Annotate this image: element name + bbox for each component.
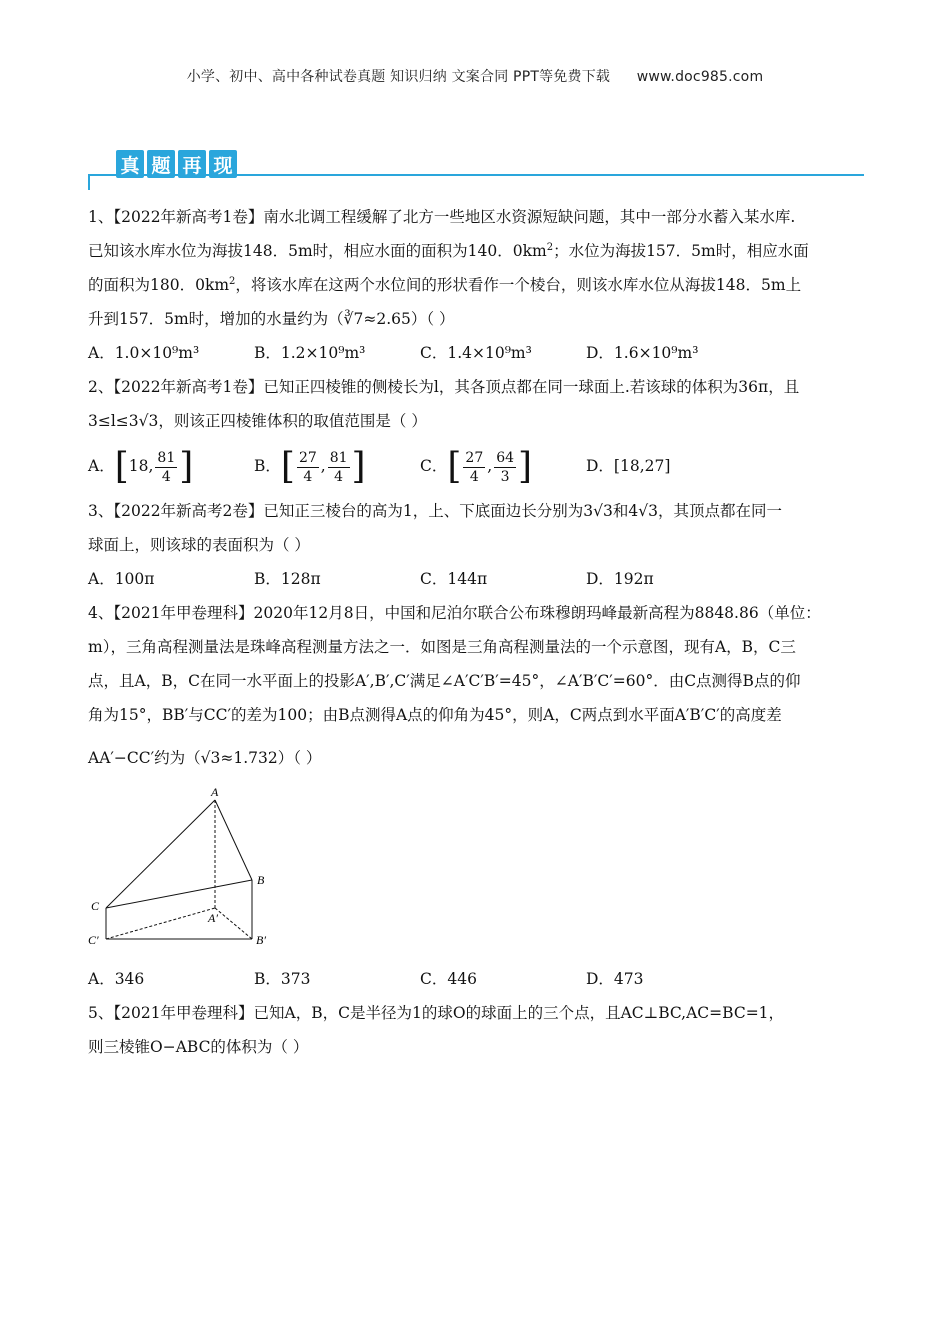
bracket-right: ] bbox=[351, 446, 366, 487]
label-c-prime: C′ bbox=[88, 933, 99, 947]
banner-corner bbox=[88, 174, 90, 190]
q5-line-2: 则三棱锥O−ABC的体积为（ ） bbox=[88, 1038, 309, 1056]
q1-line-3b: ，将该水库在这两个水位间的形状看作一个棱台，则该水库水位从海拔148．5m上 bbox=[235, 276, 802, 294]
label-b: B bbox=[257, 873, 265, 887]
q1-option-c[interactable]: C．1.4×10⁹m³ bbox=[420, 344, 532, 362]
q1-line-3a: 的面积为180．0km bbox=[88, 276, 230, 294]
edge-ca-prime-hidden bbox=[106, 908, 215, 939]
header-text: 小学、初中、高中各种试卷真题 知识归纳 文案合同 PPT等免费下载 bbox=[186, 69, 611, 85]
denominator: 3 bbox=[500, 468, 510, 485]
q4-option-b[interactable]: B．373 bbox=[254, 970, 311, 988]
q1-option-d[interactable]: D．1.6×10⁹m³ bbox=[586, 344, 699, 362]
q4-option-c[interactable]: C．446 bbox=[420, 970, 477, 988]
section-banner bbox=[88, 150, 864, 190]
q2-option-c-label: C． bbox=[420, 457, 448, 475]
edge-ab-prime-hidden bbox=[215, 908, 252, 939]
q4-line-3: 点，且A，B，C在同一水平面上的投影A′,B′,C′满足∠A′C′B′=45°，∠A′B′C′=60°．由C点测得B点的仰 bbox=[88, 672, 801, 690]
question-list bbox=[88, 200, 866, 1064]
header-site-link[interactable]: www.doc985.com bbox=[636, 69, 764, 85]
q2-option-c[interactable]: C．[ $\frac{27}{4}$ , $\frac{64}{3}$ ] bbox=[420, 446, 533, 487]
numerator: 27 bbox=[465, 449, 484, 466]
bracket-left: [ bbox=[280, 446, 295, 487]
label-c: C bbox=[91, 899, 100, 913]
q1-sq-1: 2 bbox=[546, 241, 554, 253]
banner-title bbox=[116, 150, 240, 178]
q3-option-b[interactable]: B．128π bbox=[254, 570, 321, 588]
banner-char: 题 bbox=[147, 150, 175, 178]
q4-line-1: 4、【2021年甲卷理科】2020年12月8日，中国和尼泊尔联合公布珠穆朗玛峰最新高程为8848.86（单位： bbox=[88, 604, 821, 622]
denominator: 4 bbox=[161, 468, 171, 485]
q3-options bbox=[88, 562, 866, 596]
q4-line-5: AA′−CC′约为（√3≈1.732）（ ） bbox=[88, 749, 322, 767]
q1-line-1: 1、【2022年新高考1卷】南水北调工程缓解了北方一些地区水资源短缺问题，其中一部分水蓄入某水库. bbox=[88, 208, 796, 226]
q2-option-a-label: A． bbox=[88, 457, 115, 475]
q1-line-2a: 已知该水库水位为海拔148．5m时，相应水面的面积为140．0km bbox=[88, 242, 547, 260]
q1-options bbox=[88, 336, 866, 370]
numerator: 64 bbox=[496, 449, 515, 466]
bracket-left: [ bbox=[447, 446, 462, 487]
q5-line-1: 5、【2021年甲卷理科】已知A，B，C是半径为1的球O的球面上的三个点，且AC⊥BC,AC=BC=1， bbox=[88, 1004, 785, 1022]
banner-char: 再 bbox=[178, 150, 206, 178]
numerator: 81 bbox=[157, 449, 176, 466]
numerator: 27 bbox=[298, 449, 317, 466]
q1-sq-2: 2 bbox=[229, 275, 236, 287]
q2-a-lower: 18 bbox=[128, 457, 149, 475]
q1-option-a[interactable]: A．1.0×10⁹m³ bbox=[88, 344, 200, 362]
bracket-right: ] bbox=[518, 446, 533, 487]
q2-options bbox=[88, 438, 866, 494]
q1-line-2b: ；水位为海拔157．5m时，相应水面 bbox=[553, 242, 809, 260]
banner-char: 现 bbox=[209, 150, 237, 178]
bracket-left: [ bbox=[114, 446, 129, 487]
edge-cb bbox=[106, 880, 252, 908]
q2-option-a[interactable]: A．[18, $\frac{81}{4}$ ] bbox=[88, 446, 194, 487]
denominator: 4 bbox=[303, 468, 313, 485]
q4-line-4: 角为15°，BB′与CC′的差为100；由B点测得A点的仰角为45°，则A，C两点到水平面A′B′C′的高度差 bbox=[88, 706, 782, 724]
edge-ac bbox=[106, 800, 215, 908]
q1-line-3 bbox=[88, 268, 866, 302]
fraction bbox=[328, 449, 350, 486]
bracket-right: ] bbox=[179, 446, 194, 487]
q1-line-4: 升到157．5m时，增加的水量约为（∛7≈2.65）（ ） bbox=[88, 310, 455, 328]
label-a: A bbox=[211, 785, 219, 799]
fraction bbox=[155, 449, 177, 486]
q2-option-b-label: B． bbox=[254, 457, 281, 475]
q2-line-2: 3≤l≤3√3，则该正四棱锥体积的取值范围是（ ） bbox=[88, 412, 427, 430]
fraction bbox=[463, 449, 485, 486]
denominator: 4 bbox=[469, 468, 479, 485]
q3-option-c[interactable]: C．144π bbox=[420, 570, 488, 588]
numerator: 81 bbox=[329, 449, 348, 466]
q3-option-d[interactable]: D．192π bbox=[586, 570, 654, 588]
q4-options bbox=[88, 962, 866, 996]
q3-option-a[interactable]: A．100π bbox=[88, 570, 155, 588]
denominator: 4 bbox=[334, 468, 344, 485]
fraction bbox=[494, 449, 516, 486]
q4-option-a[interactable]: A．346 bbox=[88, 970, 145, 988]
q4-option-d[interactable]: D．473 bbox=[586, 970, 644, 988]
q3-line-2: 球面上，则该球的表面积为（ ） bbox=[88, 536, 310, 554]
q2-option-d[interactable]: D．[18,27] bbox=[586, 457, 671, 475]
label-b-prime: B′ bbox=[256, 933, 266, 947]
fraction bbox=[297, 449, 319, 486]
banner-char: 真 bbox=[116, 150, 144, 178]
page-header bbox=[0, 66, 950, 86]
q2-option-b[interactable]: B．[ $\frac{27}{4}$ , $\frac{81}{4}$ ] bbox=[254, 446, 366, 487]
triangulation-diagram bbox=[88, 784, 308, 960]
q3-line-1: 3、【2022年新高考2卷】已知正三棱台的高为1，上、下底面边长分别为3√3和4√3，其顶点都在同一 bbox=[88, 502, 782, 520]
q2-line-1: 2、【2022年新高考1卷】已知正四棱锥的侧棱长为l，其各顶点都在同一球面上.若该球的体积为36π，且 bbox=[88, 378, 800, 396]
q1-option-b[interactable]: B．1.2×10⁹m³ bbox=[254, 344, 366, 362]
q1-line-2 bbox=[88, 234, 866, 268]
edge-ab bbox=[215, 800, 252, 880]
q4-figure bbox=[88, 784, 866, 962]
label-a-prime: A′ bbox=[208, 911, 218, 925]
q4-line-2: m），三角高程测量法是珠峰高程测量方法之一．如图是三角高程测量法的一个示意图，现有A，B，C三 bbox=[88, 638, 796, 656]
